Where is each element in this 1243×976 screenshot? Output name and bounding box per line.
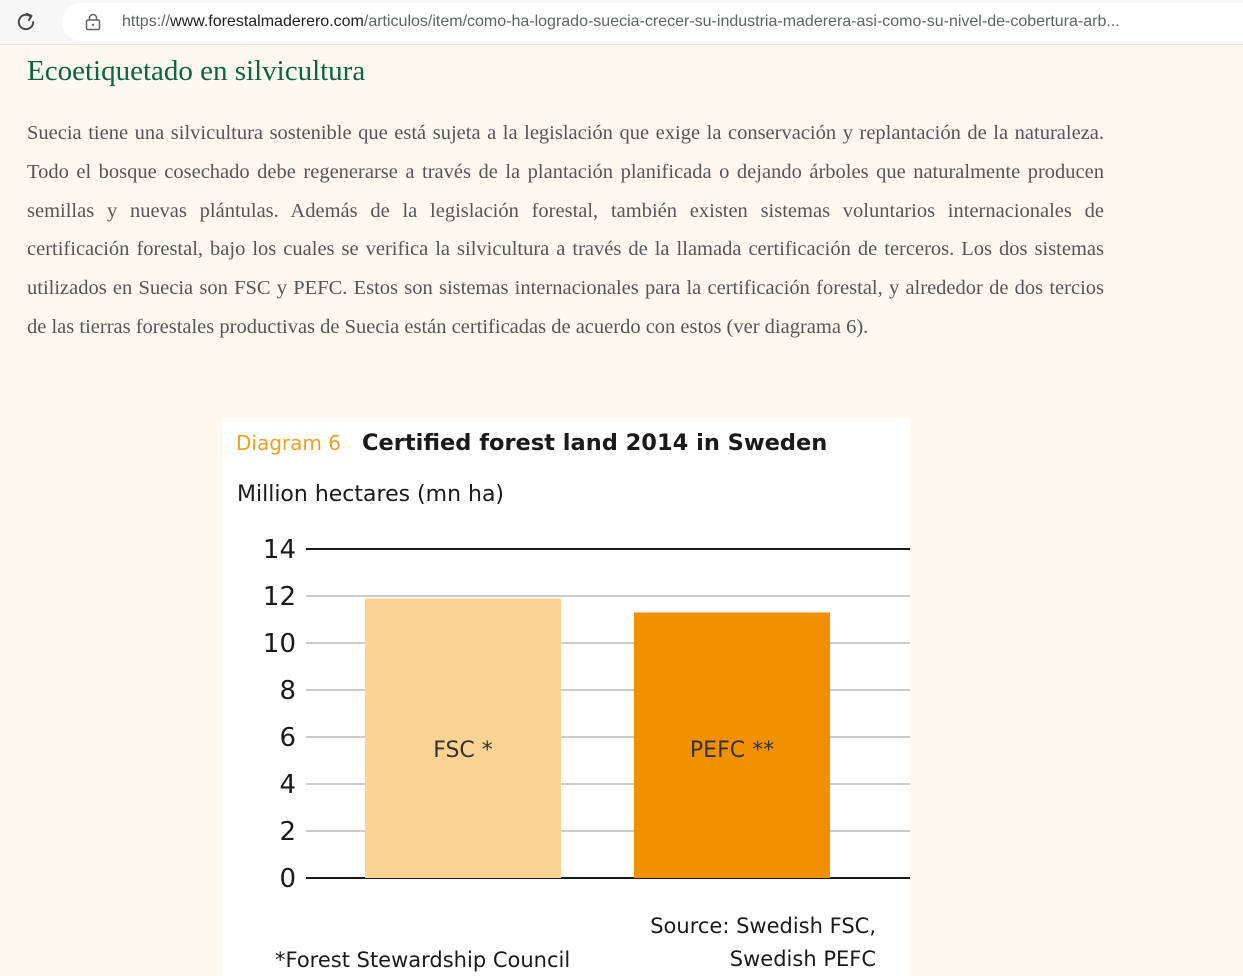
url-text[interactable] (122, 12, 1234, 32)
section-heading: Ecoetiquetado en silvicultura (27, 55, 366, 87)
y-tick-label: 2 (279, 817, 296, 847)
y-axis-label: Million hectares (mn ha) (237, 482, 505, 507)
bar-chart (222, 418, 910, 976)
address-bar[interactable] (62, 3, 1243, 41)
reload-button[interactable] (14, 10, 38, 34)
y-tick-label: 12 (262, 582, 296, 612)
y-tick-label: 10 (262, 629, 296, 659)
chart-title: Certified forest land 2014 in Sweden (362, 430, 828, 456)
chart-source-line-2: Swedish PEFC (729, 947, 876, 971)
y-tick-label: 8 (279, 676, 296, 706)
url-host: www.forestalmaderero.com (170, 13, 364, 30)
bar-category-label: PEFC ** (689, 738, 775, 763)
bar-category-label: FSC * (433, 738, 493, 763)
url-scheme: https:// (122, 13, 171, 30)
chart-source-line-1: Source: Swedish FSC, (650, 914, 876, 938)
article-paragraph: Suecia tiene una silvicultura sostenible que está sujeta a la legislación que exige la conservación y replantación de la naturaleza. Todo el bosque cosechado debe regenerarse a través de la plantación planificada o dejando árboles que naturalmente producen semillas y nuevas plántulas. Además de la legislación forestal, también existen sistemas voluntarios internacionales de certificación forestal, bajo los cuales se verifica la silvicultura a través de la llamada certificación de terceros. Los dos sistemas utilizados en Suecia son FSC y PEFC. Estos son sistemas internacionales para la certificación forestal, y alrededor de dos tercios de las tierras forestales productivas de Suecia están certificadas de acuerdo con estos (ver diagrama 6). (27, 122, 1104, 338)
y-tick-label: 4 (279, 770, 296, 800)
y-tick-label: 6 (279, 723, 296, 753)
chart-figure (222, 418, 910, 976)
reload-icon (14, 10, 38, 34)
y-tick-label: 14 (262, 535, 296, 565)
diagram-number-label: Diagram 6 (236, 431, 341, 455)
lock-icon[interactable] (84, 13, 102, 31)
y-tick-label: 0 (279, 864, 296, 894)
browser-toolbar (0, 0, 1243, 45)
chart-footnote: *Forest Stewardship Council (275, 948, 571, 972)
url-path: /articulos/item/como-ha-logrado-suecia-crecer-su-industria-maderera-asi-como-su-nivel-de-cobertura-arb... (363, 13, 1120, 30)
